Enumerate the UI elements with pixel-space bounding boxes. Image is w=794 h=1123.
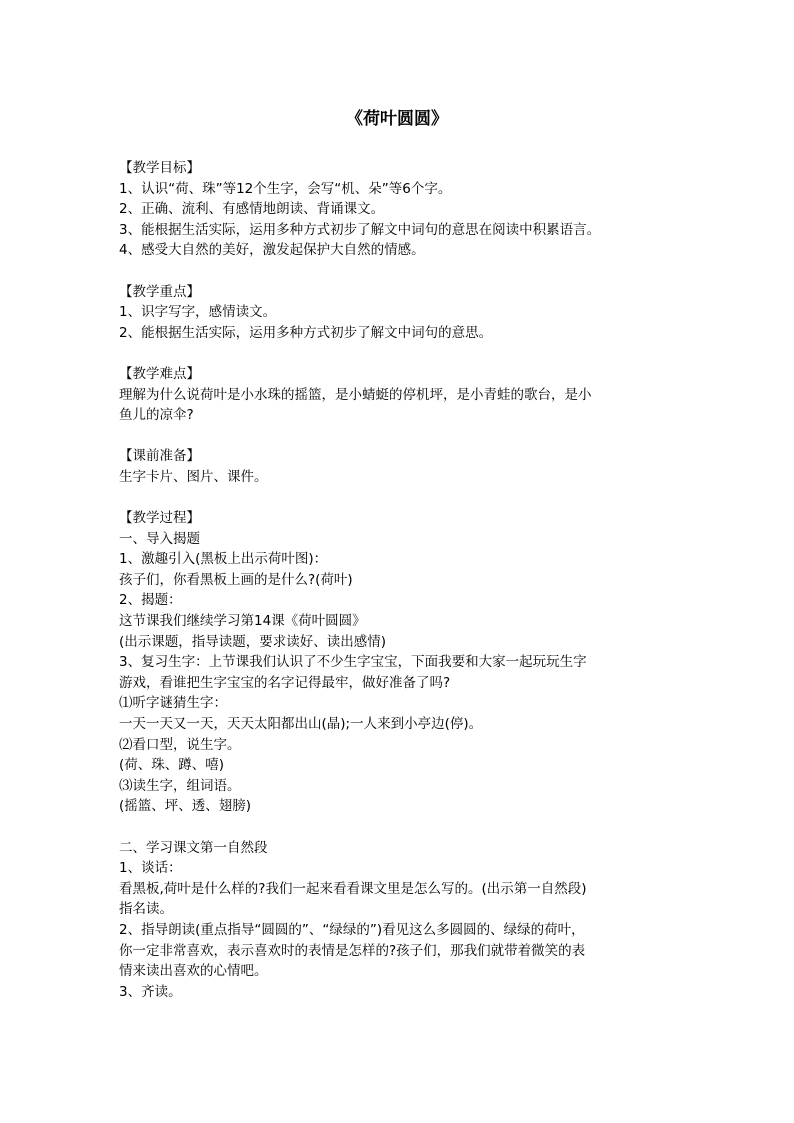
blank-line	[119, 426, 689, 447]
blank-line	[119, 343, 689, 364]
paragraph-line: 4、感受大自然的美好，激发起保护大自然的情感。	[119, 242, 425, 259]
blank-line	[119, 488, 689, 509]
paragraph-line: 2、指导朗读(重点指导“圆圆的”、“绿绿的”)看见这么多圆圆的、绿绿的荷叶，	[119, 921, 585, 938]
paragraph-line: 看黑板,荷叶是什么样的?我们一起来看看课文里是怎么写的。(出示第一自然段)	[119, 880, 587, 897]
paragraph-line: (出示课题，指导读题，要求读好、读出感情)	[119, 633, 387, 650]
paragraph-line: 一、导入揭题	[119, 530, 200, 547]
section-heading-key-points: 【教学重点】	[119, 283, 200, 300]
paragraph-line: 生字卡片、图片、课件。	[119, 468, 268, 485]
section-heading-objectives: 【教学目标】	[119, 160, 200, 176]
paragraph-line: (摇篮、坪、透、翅膀)	[119, 798, 252, 815]
paragraph-line: (荷、珠、蹲、嘻)	[119, 757, 225, 774]
paragraph-line: 2、正确、流利、有感情地朗读、背诵课文。	[119, 201, 385, 218]
paragraph-line: ⑵看口型，说生字。	[119, 736, 241, 753]
paragraph-line: ⑴听字谜猜生字：	[119, 695, 227, 712]
paragraph-line: 1、激趣引入(黑板上出示荷叶图)：	[119, 551, 328, 568]
section-heading-preparation: 【课前准备】	[119, 448, 200, 465]
paragraph-line: 3、复习生字：上节课我们认识了不少生字宝宝，下面我要和大家一起玩玩生字	[119, 654, 587, 671]
section-heading-difficulties: 【教学难点】	[119, 365, 200, 382]
paragraph-line: 2、能根据生活实际，运用多种方式初步了解文中词句的意思。	[119, 324, 493, 341]
subsection-heading-part-two: 二、学习课文第一自然段	[119, 839, 268, 856]
paragraph-line: 指名读。	[119, 901, 173, 918]
blank-line	[119, 261, 689, 282]
paragraph-line: 游戏，看谁把生字宝宝的名字记得最牢，做好准备了吗?	[119, 674, 451, 691]
paragraph-line: 你一定非常喜欢，表示喜欢时的表情是怎样的?孩子们，那我们就带着微笑的表	[119, 942, 586, 959]
paragraph-line: 3、能根据生活实际，运用多种方式初步了解文中词句的意思在阅读中积累语言。	[119, 221, 601, 238]
paragraph-line: 3、齐读。	[119, 983, 182, 1000]
paragraph-line: 1、识字写字，感情读文。	[119, 304, 277, 321]
paragraph-line: 1、认识“荷、珠”等12个生字，会写“机、朵”等6个字。	[119, 180, 452, 197]
document-title: 《荷叶圆圆》	[346, 109, 448, 129]
paragraph-line: ⑶读生字，组词语。	[119, 777, 241, 794]
paragraph-line: 2、揭题：	[119, 592, 182, 609]
document-body	[119, 158, 689, 1002]
paragraph-line: 一天一天又一天，天天太阳都出山(晶);一人来到小亭边(停)。	[119, 716, 483, 733]
paragraph-line: 孩子们，你看黑板上画的是什么?(荷叶)	[119, 571, 353, 588]
paragraph-line: 情来读出喜欢的心情吧。	[119, 963, 268, 980]
paragraph-line: 1、谈话：	[119, 860, 182, 877]
paragraph-line: 理解为什么说荷叶是小水珠的摇篮，是小蜻蜓的停机坪，是小青蛙的歌台，是小	[119, 386, 592, 403]
paragraph-line: 鱼儿的凉伞?	[119, 407, 194, 424]
blank-line	[119, 817, 689, 838]
paragraph-line: 这节课我们继续学习第14课《荷叶圆圆》	[119, 613, 366, 630]
section-heading-process: 【教学过程】	[119, 510, 200, 527]
